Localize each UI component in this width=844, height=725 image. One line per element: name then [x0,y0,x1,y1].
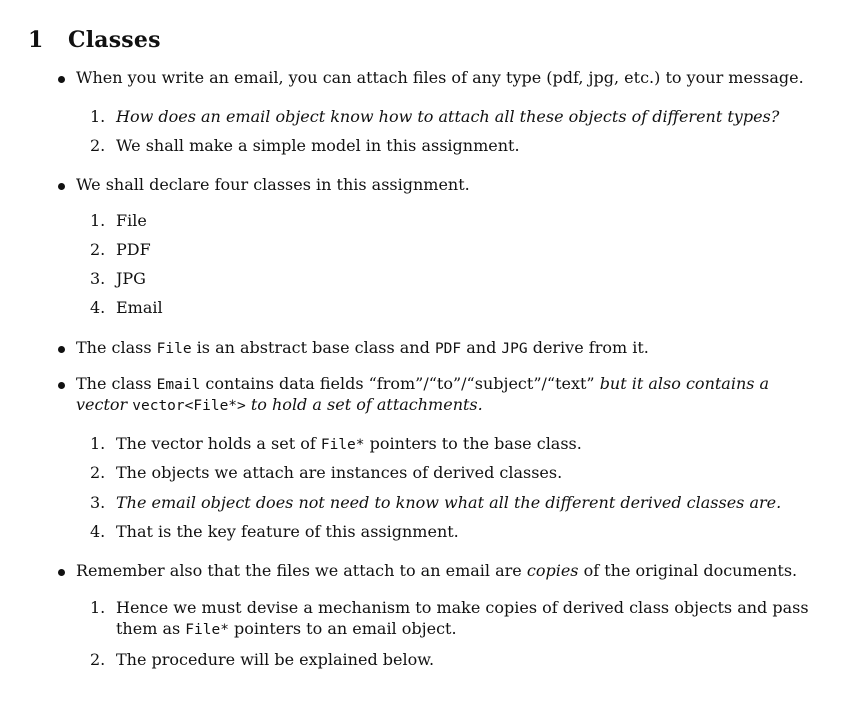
list-number: 1. [90,107,106,126]
list-text: File [116,211,147,230]
section-number: 1 [28,27,44,53]
list-text: JPG [116,269,146,288]
text-run: pointers to the base class. [364,434,582,453]
bullet-text: When you write an email, you can attach files of any type (pdf, jpg, etc.) to your message. [76,68,804,87]
bullet-item [58,175,818,196]
list-number: 2. [90,136,106,155]
list-text: PDF [116,240,151,259]
bullet-dot-icon [58,346,65,353]
text-run: The class [76,374,157,393]
list-text: We shall make a simple model in this assignment. [116,136,520,155]
list-number: 4. [90,298,106,317]
section-heading [28,26,161,55]
bullet-text [76,338,818,359]
section-title: Classes [68,27,161,53]
list-item [90,298,820,319]
text-run: The vector holds a set of [116,434,321,453]
list-item [90,240,820,261]
text-run: is an abstract base class and [191,338,435,357]
text-run-italic: but it also contains a vector [76,374,770,414]
list-text: Email [116,298,163,317]
code-file-ptr: File* [185,621,229,638]
code-vector: vector<File*> [132,397,246,414]
text-run: Remember also that the files we attach to an email are [76,561,527,580]
list-text: The email object does not need to know what all the different derived classes are. [116,493,782,512]
bullet-item [58,561,818,582]
list-item [90,650,820,671]
code-pdf: PDF [434,341,462,357]
bullet-dot-icon [58,76,65,83]
text-run-italic: to hold a set of attachments. [245,394,483,414]
code-jpg: JPG [501,341,528,357]
list-number: 1. [90,211,106,230]
list-item [90,522,820,543]
list-text [116,434,820,455]
code-file: File [156,341,192,357]
list-item [90,107,820,128]
list-number: 1. [90,434,106,453]
text-run: derive from it. [527,338,649,357]
list-text: That is the key feature of this assignment. [116,522,459,541]
bullet-item [58,68,818,89]
bullet-item [58,374,818,416]
bullet-dot-icon [58,569,65,576]
list-text: The objects we attach are instances of derived classes. [116,463,563,482]
text-run: The class [76,338,157,357]
list-number: 3. [90,269,106,288]
list-number: 2. [90,463,106,482]
text-run-italic: copies [526,561,579,580]
bullet-text [76,561,818,582]
list-item [90,463,820,484]
list-text [116,598,820,640]
list-text: The procedure will be explained below. [116,650,435,669]
list-item [90,269,820,290]
list-number: 2. [90,650,106,669]
list-item [90,136,820,157]
bullet-text [76,374,818,416]
list-item [90,434,820,455]
list-number: 4. [90,522,106,541]
list-text: How does an email object know how to attach all these objects of different types? [116,107,780,126]
code-email: Email [156,377,201,393]
list-number: 1. [90,598,106,617]
list-item [90,211,820,232]
list-item [90,598,820,640]
list-number: 3. [90,493,106,512]
list-item [90,493,820,514]
bullet-dot-icon [58,183,65,190]
bullet-dot-icon [58,382,65,389]
bullet-text: We shall declare four classes in this assignment. [76,175,470,194]
list-number: 2. [90,240,106,259]
text-run: pointers to an email object. [228,618,457,638]
text-run: of the original documents. [578,561,798,580]
bullet-item [58,338,818,359]
text-run: contains data fields “from”/“to”/“subject”/“text” [200,374,600,393]
text-run: and [461,338,502,357]
code-file-ptr: File* [320,437,365,453]
text-run: Hence we must devise a mechanism to make copies of derived class objects and pass them as [116,598,809,638]
